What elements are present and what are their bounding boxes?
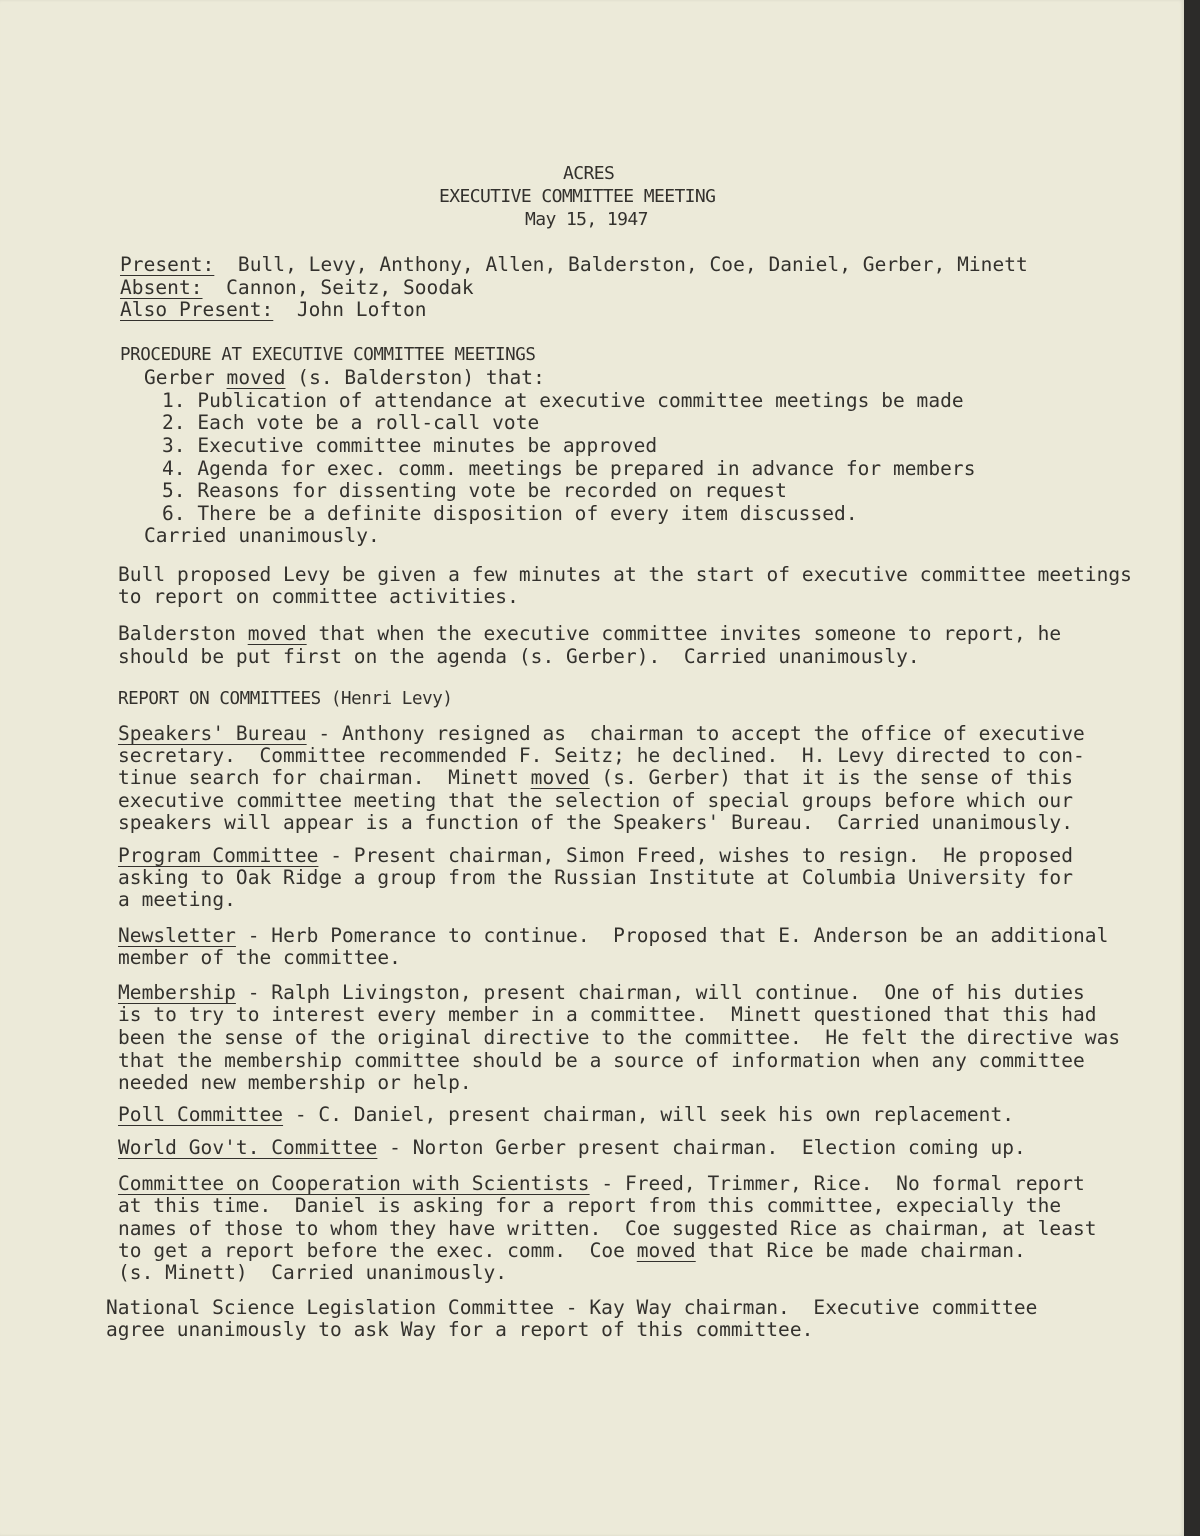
scientists-text: - Freed, Trimmer, Rice. No formal report (589, 1172, 1085, 1195)
nsl-line2: agree unanimously to ask Way for a report of this committee. (106, 1318, 814, 1341)
present-label: Present: (120, 253, 215, 276)
absent-names: Cannon, Seitz, Soodak (202, 276, 474, 299)
speakers-text: tinue search for chairman. Minett (118, 766, 531, 789)
speakers-bureau-line4: executive committee meeting that the selection of special groups before which our (118, 789, 1073, 812)
poll-committee-line (118, 1104, 1014, 1126)
membership-title: Membership (118, 981, 236, 1004)
newsletter-text: - Herb Pomerance to continue. Proposed that E. Anderson be an additional (235, 924, 1109, 947)
membership-line4: that the membership committee should be a source of information when any committee (118, 1049, 1085, 1072)
program-committee-line3: a meeting. (118, 888, 236, 911)
org-name: ACRES (563, 163, 615, 184)
procedure-motion (144, 367, 545, 389)
scientists-line4 (118, 1240, 1026, 1262)
balderston-motion-line1 (118, 623, 1061, 645)
motion-text: (s. Balderston) that: (285, 366, 545, 389)
procedure-item: 2. Each vote be a roll-call vote (162, 411, 540, 434)
program-committee-line2: asking to Oak Ridge a group from the Russian Institute at Columbia University for (118, 866, 1073, 889)
newsletter-title: Newsletter (118, 924, 236, 947)
procedure-item: 1. Publication of attendance at executive committee meetings be made (162, 389, 964, 412)
bull-proposal-line1: Bull proposed Levy be given a few minutes at the start of executive committee meetings (118, 563, 1132, 586)
moved-word: moved (530, 766, 590, 789)
motion-mover: Gerber (144, 366, 227, 389)
procedure-item: 6. There be a definite disposition of every item discussed. (162, 502, 858, 525)
report-heading: REPORT ON COMMITTEES (Henri Levy) (118, 689, 453, 709)
program-committee-line1 (118, 845, 1073, 867)
scientists-line3: names of those to whom they have written. Coe suggested Rice as chairman, at least (118, 1217, 1097, 1240)
scientists-line2: at this time. Daniel is asking for a report from this committee, expecially the (118, 1194, 1062, 1217)
speakers-bureau-line2: secretary. Committee recommended F. Seitz; he declined. H. Levy directed to con- (118, 744, 1085, 767)
moved-word: moved (226, 366, 286, 389)
poll-committee-title: Poll Committee (118, 1103, 284, 1126)
poll-text: - C. Daniel, present chairman, will seek his own replacement. (283, 1103, 1015, 1126)
motion-text: that when the executive committee invites someone to report, he (306, 622, 1062, 645)
membership-line2: is to try to interest every member in a committee. Minett questioned that this had (118, 1003, 1097, 1026)
absent-line (120, 277, 474, 299)
world-govt-text: - Norton Gerber present chairman. Election coming up. (377, 1136, 1026, 1159)
speakers-bureau-line1 (118, 723, 1085, 745)
speakers-bureau-line5: speakers will appear is a function of the Speakers' Bureau. Carried unanimously. (118, 811, 1073, 834)
membership-line1 (118, 982, 1085, 1004)
balderston-motion-line2: should be put first on the agenda (s. Gerber). Carried unanimously. (118, 645, 920, 668)
speakers-text: (s. Gerber) that it is the sense of this (589, 766, 1073, 789)
scientists-text: that Rice be made chairman. (695, 1239, 1026, 1262)
newsletter-line1 (118, 925, 1108, 947)
scientists-text: to get a report before the exec. comm. Coe (118, 1239, 637, 1262)
moved-word: moved (247, 622, 307, 645)
also-present-names: John Lofton (273, 298, 427, 321)
newsletter-line2: member of the committee. (118, 946, 401, 969)
procedure-item: 3. Executive committee minutes be approved (162, 434, 658, 457)
speakers-bureau-title: Speakers' Bureau (118, 722, 307, 745)
procedure-item: 5. Reasons for dissenting vote be recorded on request (162, 479, 787, 502)
speakers-text: - Anthony resigned as chairman to accept the office of executive (306, 722, 1085, 745)
scientists-line5: (s. Minett) Carried unanimously. (118, 1261, 508, 1284)
procedure-result: Carried unanimously. (144, 524, 380, 547)
membership-text: - Ralph Livingston, present chairman, will continue. One of his duties (235, 981, 1085, 1004)
meeting-date: May 15, 1947 (525, 209, 648, 230)
procedure-item: 4. Agenda for exec. comm. meetings be prepared in advance for members (162, 457, 976, 480)
world-govt-title: World Gov't. Committee (118, 1136, 378, 1159)
world-govt-line (118, 1137, 1026, 1159)
moved-word: moved (636, 1239, 696, 1262)
meeting-title: EXECUTIVE COMMITTEE MEETING (439, 186, 716, 207)
present-line (120, 254, 1028, 276)
program-committee-title: Program Committee (118, 844, 319, 867)
speakers-bureau-line3 (118, 767, 1073, 789)
procedure-heading: PROCEDURE AT EXECUTIVE COMMITTEE MEETINGS (120, 345, 536, 365)
scientists-line1 (118, 1173, 1085, 1195)
membership-line5: needed new membership or help. (118, 1071, 472, 1094)
present-names: Bull, Levy, Anthony, Allen, Balderston, Coe, Daniel, Gerber, Minett (214, 253, 1028, 276)
also-present-label: Also Present: (120, 298, 274, 321)
mover: Balderston (118, 622, 248, 645)
absent-label: Absent: (120, 276, 203, 299)
scientists-title: Committee on Cooperation with Scientists (118, 1172, 590, 1195)
nsl-line1: National Science Legislation Committee - Kay Way chairman. Executive committee (106, 1296, 1038, 1319)
also-present-line (120, 299, 427, 321)
membership-line3: been the sense of the original directive to the committee. He felt the directive was (118, 1026, 1121, 1049)
program-text: - Present chairman, Simon Freed, wishes to resign. He proposed (318, 844, 1073, 867)
bull-proposal-line2: to report on committee activities. (118, 585, 519, 608)
